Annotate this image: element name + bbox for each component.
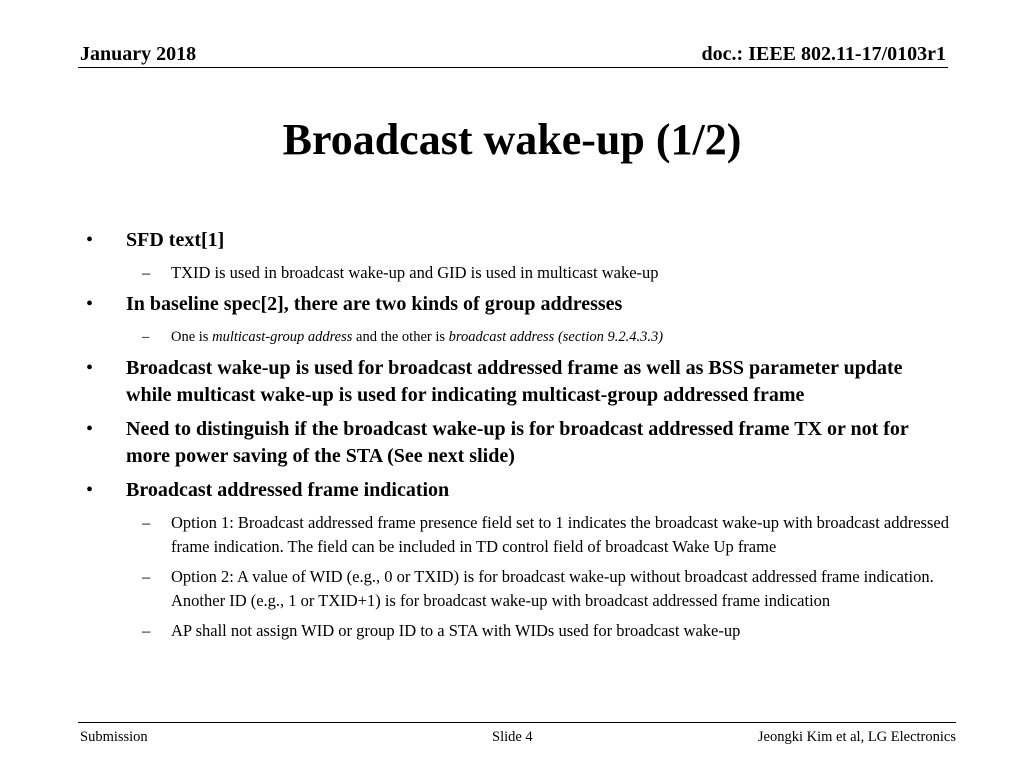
sub-bullet-text: Option 2: A value of WID (e.g., 0 or TXID) is for broadcast wake-up without broadcast addressed frame indication. Another ID (e.g., 1 or TXID+1) is for broadcast wake-up with broadcast addressed frame indication — [171, 567, 934, 610]
bullet-distinguish — [80, 416, 950, 470]
sub-bullet-ap-rule — [80, 619, 950, 643]
sub-bullet-text: AP shall not assign WID or group ID to a STA with WIDs used for broadcast wake-up — [171, 621, 741, 640]
bullet-group-addresses — [80, 291, 950, 318]
slide-content — [80, 227, 950, 649]
bullet-marker: • — [86, 418, 94, 440]
bullet-text: Broadcast wake-up is used for broadcast addressed frame as well as BSS parameter update while multicast wake-up is used for indicating multicast-group addressed frame — [126, 357, 903, 406]
bullet-frame-indication — [80, 477, 950, 504]
sub-bullet-txid — [80, 261, 950, 285]
sub-bullet-marker: – — [142, 567, 151, 586]
sub-bullet-marker: – — [142, 263, 151, 282]
header-date: January 2018 — [80, 43, 197, 65]
bullet-marker: • — [86, 479, 94, 501]
header-divider — [78, 67, 948, 68]
sub-bullet-marker: – — [142, 329, 150, 345]
bullet-text: Broadcast addressed frame indication — [126, 479, 450, 501]
sub-bullet-text: TXID is used in broadcast wake-up and GID is used in multicast wake-up — [171, 263, 659, 282]
sub-bullet-address-kinds — [80, 325, 950, 349]
sub-bullet-text: Option 1: Broadcast addressed frame presence field set to 1 indicates the broadcast wake-up with broadcast addressed frame indication. The field can be included in TD control field of broadcast Wake Up frame — [171, 513, 949, 556]
bullet-marker: • — [86, 229, 94, 251]
sub-bullet-text-part: and the other is — [352, 329, 449, 345]
sub-bullet-option-2 — [80, 565, 950, 613]
bullet-text: SFD text[1] — [126, 229, 225, 251]
bullet-marker: • — [86, 357, 94, 379]
footer-divider — [78, 722, 956, 723]
footer-submission: Submission — [80, 729, 148, 745]
sub-bullet-marker: – — [142, 621, 151, 640]
footer-slide-number: Slide 4 — [492, 729, 533, 745]
slide-title: Broadcast wake-up (1/2) — [282, 115, 742, 164]
bullet-broadcast-usage — [80, 355, 950, 409]
sub-bullet-option-1 — [80, 511, 950, 559]
sub-bullet-marker: – — [142, 513, 151, 532]
bullet-sfd-text — [80, 227, 950, 254]
bullet-text: In baseline spec[2], there are two kinds of group addresses — [126, 293, 623, 315]
multicast-group-address-term: multicast-group address — [212, 329, 353, 345]
bullet-marker: • — [86, 293, 94, 315]
sub-bullet-text-part: One is — [171, 329, 213, 345]
footer-authors: Jeongki Kim et al, LG Electronics — [757, 729, 956, 745]
header-doc-id: doc.: IEEE 802.11-17/0103r1 — [701, 43, 946, 65]
bullet-text: Need to distinguish if the broadcast wake-up is for broadcast addressed frame TX or not for more power saving of the STA (See next slide) — [126, 418, 909, 467]
broadcast-address-term: broadcast address (section 9.2.4.3.3) — [448, 329, 664, 345]
